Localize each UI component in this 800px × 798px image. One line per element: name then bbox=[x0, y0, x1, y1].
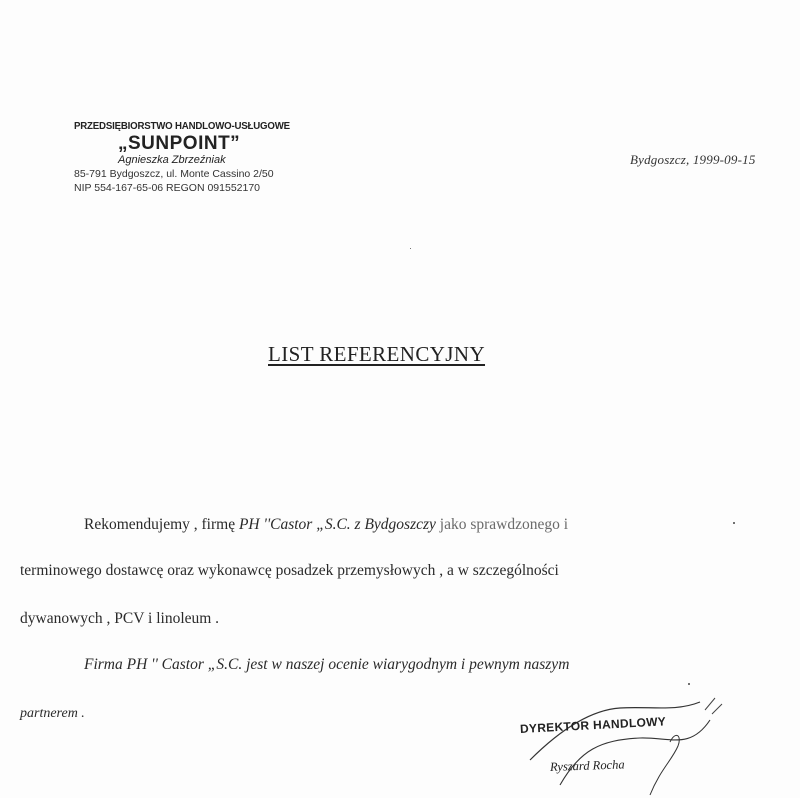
scan-speck bbox=[688, 683, 690, 685]
body-line-5: partnerem . bbox=[20, 706, 85, 721]
company-owner: Agnieszka Zbrzeźniak bbox=[118, 154, 226, 166]
body-line-3: dywanowych , PCV i linoleum . bbox=[20, 610, 220, 627]
body-line-1-end: jako sprawdzonego i bbox=[435, 516, 569, 533]
body-line-4: Firma PH '' Castor „S.C. jest w naszej ocenie wiarygodnym i pewnym naszym bbox=[84, 656, 570, 673]
letter-date: Bydgoszcz, 1999-09-15 bbox=[630, 152, 756, 167]
firm-name: PH ''Castor „S.C. z Bydgoszczy bbox=[238, 516, 436, 533]
company-address: 85-791 Bydgoszcz, ul. Monte Cassino 2/50 bbox=[74, 168, 274, 180]
company-stamp bbox=[74, 120, 344, 195]
body-line-2: terminowego dostawcę oraz wykonawcę posadzek przemysłowych , a w szczególności bbox=[20, 562, 559, 579]
scan-speck bbox=[733, 522, 735, 524]
body-line-1-start: Rekomendujemy , firmę bbox=[84, 516, 239, 533]
scan-speck bbox=[410, 248, 411, 249]
signature-title: DYREKTOR HANDLOWY bbox=[519, 714, 667, 736]
company-name: „SUNPOINT” bbox=[118, 133, 241, 154]
handwritten-signature bbox=[500, 690, 740, 798]
letter-title: LIST REFERENCYJNY bbox=[268, 342, 486, 366]
company-ids: NIP 554-167-65-06 REGON 091552170 bbox=[74, 182, 261, 194]
signature-name: Ryszard Rocha bbox=[549, 757, 625, 774]
company-type: PRZEDSIĘBIORSTWO HANDLOWO-USŁUGOWE bbox=[74, 120, 290, 132]
body-line-1 bbox=[84, 516, 568, 534]
